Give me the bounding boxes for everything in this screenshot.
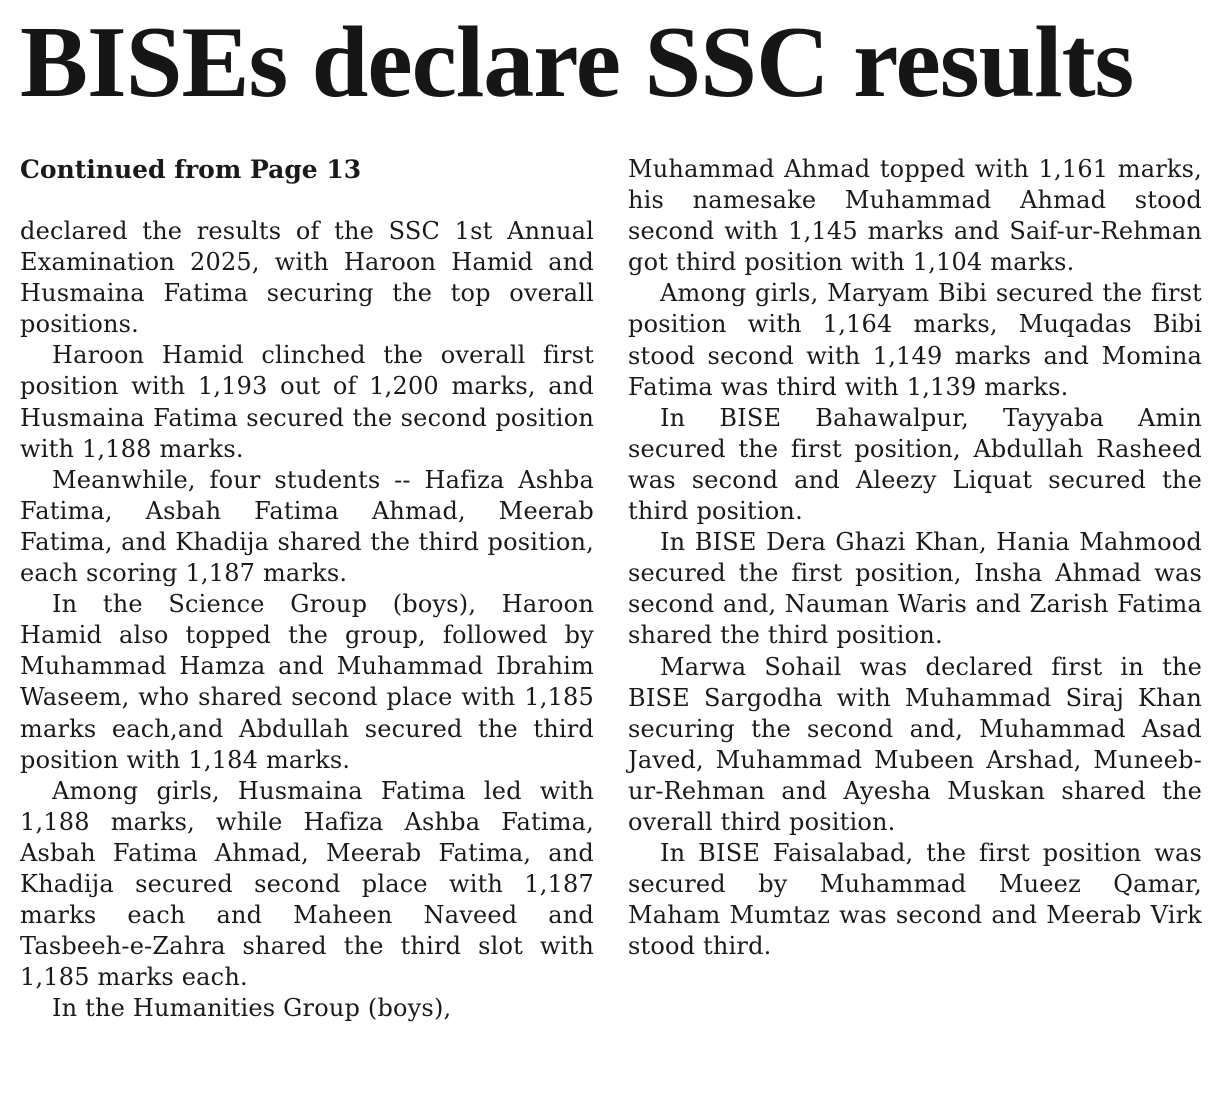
article-paragraph: declared the results of the SSC 1st Annual Examination 2025, with Haroon Hamid and Husmaina Fatima securing the top overall positions. xyxy=(20,217,594,339)
article-headline: BISEs declare SSC results xyxy=(20,6,1134,119)
article-paragraph: Meanwhile, four students -- Hafiza Ashba Fatima, Asbah Fatima Ahmad, Meerab Fatima, and Khadija shared the third position, each scoring 1,187 marks. xyxy=(20,465,594,588)
article-paragraph: Haroon Hamid clinched the overall first position with 1,193 out of 1,200 marks, and Husmaina Fatima secured the second position with 1,188 marks. xyxy=(20,341,594,463)
article-paragraph: In BISE Dera Ghazi Khan, Hania Mahmood secured the first position, Insha Ahmad was second and, Nauman Waris and Zarish Fatima shared the third position. xyxy=(628,528,1202,650)
article-paragraph: Among girls, Maryam Bibi secured the first position with 1,164 marks, Muqadas Bibi stood second with 1,149 marks and Momina Fatima was third with 1,139 marks. xyxy=(628,279,1202,401)
article-paragraph: In BISE Bahawalpur, Tayyaba Amin secured the first position, Abdullah Rasheed was second and Aleezy Liquat secured the third position. xyxy=(628,403,1202,526)
article-paragraph: Muhammad Ahmad topped with 1,161 marks, his namesake Muhammad Ahmad stood second with 1,145 marks and Saif-ur-Rehman got third position with 1,104 marks. xyxy=(628,155,1202,277)
left-column xyxy=(20,154,594,1024)
article-paragraph: Marwa Sohail was declared first in the BISE Sargodha with Muhammad Siraj Khan securing the second and, Muhammad Asad Javed, Muhammad Mubeen Arshad, Muneeb-ur-Rehman and Ayesha Muskan shared the overall third position. xyxy=(628,652,1202,836)
right-column xyxy=(628,154,1202,962)
article-paragraph: In the Science Group (boys), Haroon Hamid also topped the group, followed by Muhammad Hamza and Muhammad Ibrahim Waseem, who shared second place with 1,185 marks each,and Abdullah secured the third position with 1,184 marks. xyxy=(20,590,594,774)
continued-from-label: Continued from Page 13 xyxy=(20,155,362,184)
article-paragraph: Among girls, Husmaina Fatima led with 1,188 marks, while Hafiza Ashba Fatima, Asbah Fatima Ahmad, Meerab Fatima, and Khadija secured second place with 1,187 marks each and Maheen Naveed and Tasbeeh-e-Zahra shared the third slot with 1,185 marks each. xyxy=(20,776,594,992)
article-paragraph: In BISE Faisalabad, the first position was secured by Muhammad Mueez Qamar, Maham Mumtaz was second and Meerab Virk stood third. xyxy=(628,839,1202,961)
article-paragraph: In the Humanities Group (boys), xyxy=(52,994,452,1023)
